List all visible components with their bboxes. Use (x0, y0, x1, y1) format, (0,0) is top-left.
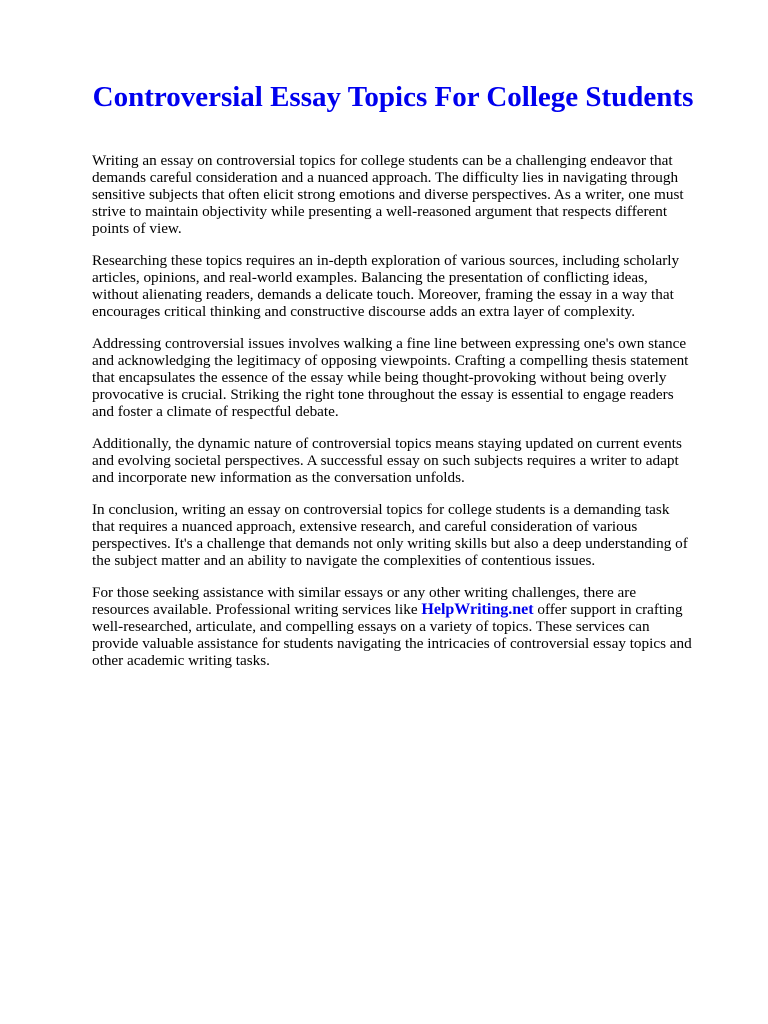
paragraph-4: Additionally, the dynamic nature of controversial topics means staying updated on current events and evolving societal perspectives. A successful essay on such subjects requires a writer to adapt and incorporate new information as the conversation unfolds. (92, 435, 682, 486)
paragraph-2: Researching these topics requires an in-depth exploration of various sources, including scholarly articles, opinions, and real-world examples. Balancing the presentation of conflicting ideas, without alienating readers, demands a delicate touch. Moreover, framing the essay in a way that encourages critical thinking and constructive discourse adds an extra layer of complexity. (92, 252, 680, 320)
paragraph-5: In conclusion, writing an essay on controversial topics for college students is a demanding task that requires a nuanced approach, extensive research, and careful consideration of various perspectives. It's a challenge that demands not only writing skills but also a deep understanding of the subject matter and an ability to navigate the complexities of contentious issues. (92, 501, 688, 569)
paragraph-6-after-link: offer support in crafting well-researched, articulate, and compelling essays on a variety of topics. These services can provide valuable assistance for students navigating the intricacies of controversial essay topics and other academic writing tasks. (92, 601, 692, 669)
paragraph-1: Writing an essay on controversial topics for college students can be a challenging endeavor that demands careful consideration and a nuanced approach. The difficulty lies in navigating through sensitive subjects that often elicit strong emotions and diverse perspectives. As a writer, one must strive to maintain objectivity while presenting a well-reasoned argument that respects different points of view. (92, 152, 684, 237)
paragraph-6-before-link: For those seeking assistance with similar essays or any other writing challenges, there are resources available. Professional writing services like (92, 584, 637, 618)
paragraph-3: Addressing controversial issues involves walking a fine line between expressing one's own stance and acknowledging the legitimacy of opposing viewpoints. Crafting a compelling thesis statement that encapsulates the essence of the essay while being thought-provoking without being overly provocative is crucial. Striking the right tone throughout the essay is essential to engage readers and foster a climate of respectful debate. (92, 335, 689, 420)
paragraph-6 (92, 584, 694, 669)
page-title: Controversial Essay Topics For College Students (92, 81, 694, 113)
helpwriting-link[interactable]: HelpWriting.net (421, 601, 534, 618)
